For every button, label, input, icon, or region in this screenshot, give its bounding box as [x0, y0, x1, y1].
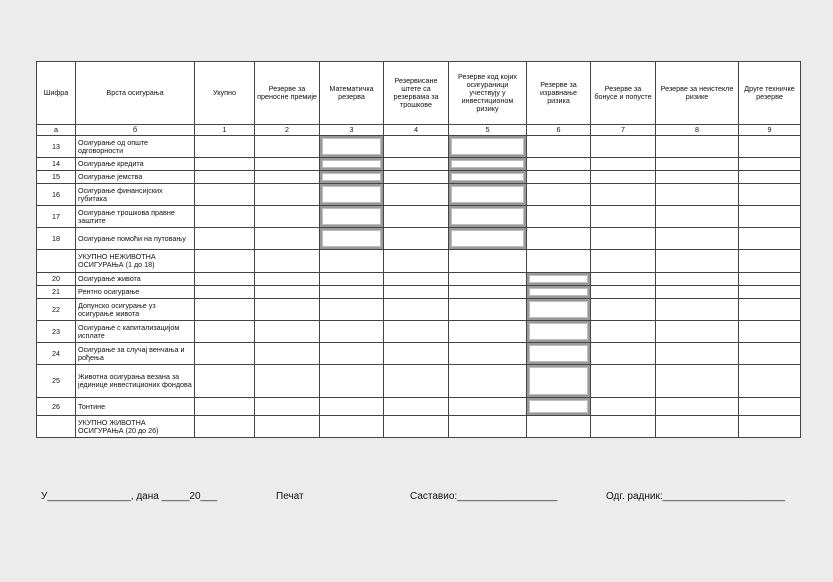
value-cell [195, 398, 255, 416]
row-code: 18 [37, 228, 76, 250]
value-cell [656, 343, 739, 365]
value-cell [656, 299, 739, 321]
header-code: Шифра [37, 62, 76, 125]
shaded-cell [527, 299, 591, 321]
shaded-cell [449, 184, 527, 206]
value-cell [195, 416, 255, 438]
value-cell [255, 206, 320, 228]
table-row [37, 206, 801, 228]
table-row [37, 228, 801, 250]
value-cell [656, 250, 739, 273]
value-cell [195, 286, 255, 299]
row-code: 13 [37, 136, 76, 158]
row-insurance-type: Осигурање трошкова правне заштите [76, 206, 195, 228]
value-cell [384, 398, 449, 416]
shaded-cell [449, 158, 527, 171]
table-row [37, 136, 801, 158]
header-claims-reserve: Резервисане штете са резервама за трошкове [384, 62, 449, 125]
value-cell [739, 365, 801, 398]
shaded-cell [449, 171, 527, 184]
value-cell [449, 343, 527, 365]
value-cell [656, 286, 739, 299]
row-insurance-type: Осигурање од опште одговорности [76, 136, 195, 158]
column-index-row [37, 125, 801, 136]
value-cell [320, 416, 384, 438]
value-cell [739, 398, 801, 416]
table-row [37, 171, 801, 184]
column-index: 5 [449, 125, 527, 136]
row-code [37, 250, 76, 273]
value-cell [320, 250, 384, 273]
table-row [37, 273, 801, 286]
value-cell [384, 299, 449, 321]
value-cell [739, 136, 801, 158]
row-insurance-type: Рентно осигурање [76, 286, 195, 299]
value-cell [656, 365, 739, 398]
value-cell [591, 273, 656, 286]
value-cell [384, 321, 449, 343]
row-code: 26 [37, 398, 76, 416]
column-index: 1 [195, 125, 255, 136]
row-code: 25 [37, 365, 76, 398]
value-cell [255, 299, 320, 321]
row-code [37, 416, 76, 438]
value-cell [384, 136, 449, 158]
value-cell [591, 136, 656, 158]
value-cell [739, 286, 801, 299]
table-row [37, 343, 801, 365]
table-row [37, 286, 801, 299]
value-cell [449, 365, 527, 398]
value-cell [591, 171, 656, 184]
value-cell [739, 184, 801, 206]
value-cell [449, 286, 527, 299]
footer-stamp: Печат [276, 491, 304, 502]
value-cell [656, 206, 739, 228]
row-insurance-type: Осигурање за случај венчања и рођења [76, 343, 195, 365]
table-row [37, 299, 801, 321]
row-code: 17 [37, 206, 76, 228]
shaded-cell [527, 286, 591, 299]
row-insurance-type: Осигурање помоћи на путовању [76, 228, 195, 250]
value-cell [527, 136, 591, 158]
value-cell [384, 171, 449, 184]
value-cell [255, 250, 320, 273]
table-row [37, 398, 801, 416]
value-cell [384, 286, 449, 299]
header-unexpired-risk-reserve: Резерве за неистекле ризике [656, 62, 739, 125]
insurance-reserves-table [36, 61, 801, 438]
row-code: 16 [37, 184, 76, 206]
table-row [37, 416, 801, 438]
value-cell [320, 343, 384, 365]
row-insurance-type: Осигурање кредита [76, 158, 195, 171]
value-cell [195, 136, 255, 158]
table-row [37, 365, 801, 398]
header-investment-risk-reserve: Резерве код којих осигураници учествују у инвестиционом ризику [449, 62, 527, 125]
footer-place-date: У_______________, дана _____20___ [41, 491, 218, 502]
value-cell [384, 250, 449, 273]
value-cell [591, 416, 656, 438]
value-cell [656, 158, 739, 171]
column-index: 8 [656, 125, 739, 136]
row-code: 21 [37, 286, 76, 299]
header-row [37, 62, 801, 125]
footer-responsible-person: Одг. радник:______________________ [606, 491, 785, 502]
value-cell [739, 343, 801, 365]
value-cell [739, 299, 801, 321]
value-cell [656, 228, 739, 250]
row-code: 22 [37, 299, 76, 321]
value-cell [449, 299, 527, 321]
value-cell [195, 228, 255, 250]
row-code: 20 [37, 273, 76, 286]
value-cell [255, 398, 320, 416]
value-cell [195, 299, 255, 321]
value-cell [656, 398, 739, 416]
value-cell [739, 158, 801, 171]
value-cell [449, 398, 527, 416]
shaded-cell [320, 184, 384, 206]
value-cell [195, 273, 255, 286]
value-cell [591, 206, 656, 228]
shaded-cell [320, 136, 384, 158]
column-index: б [76, 125, 195, 136]
value-cell [320, 398, 384, 416]
value-cell [320, 365, 384, 398]
value-cell [656, 171, 739, 184]
column-index: 6 [527, 125, 591, 136]
value-cell [195, 250, 255, 273]
table-row [37, 321, 801, 343]
header-other-reserves: Друге техничке резерве [739, 62, 801, 125]
value-cell [255, 273, 320, 286]
row-code: 15 [37, 171, 76, 184]
header-unearned-premium: Резерве за преносне премије [255, 62, 320, 125]
value-cell [384, 158, 449, 171]
value-cell [739, 206, 801, 228]
value-cell [384, 343, 449, 365]
value-cell [384, 228, 449, 250]
row-insurance-type: Допунско осигурање уз осигурање живота [76, 299, 195, 321]
value-cell [527, 158, 591, 171]
footer-compiled-by: Саставио:__________________ [410, 491, 558, 502]
value-cell [591, 365, 656, 398]
value-cell [384, 273, 449, 286]
value-cell [449, 250, 527, 273]
shaded-cell [527, 343, 591, 365]
value-cell [739, 228, 801, 250]
column-index: 9 [739, 125, 801, 136]
value-cell [656, 416, 739, 438]
shaded-cell [527, 365, 591, 398]
value-cell [195, 343, 255, 365]
value-cell [255, 171, 320, 184]
value-cell [320, 299, 384, 321]
shaded-cell [449, 136, 527, 158]
value-cell [656, 136, 739, 158]
value-cell [739, 273, 801, 286]
value-cell [527, 206, 591, 228]
column-index: 3 [320, 125, 384, 136]
shaded-cell [320, 171, 384, 184]
value-cell [195, 365, 255, 398]
value-cell [449, 273, 527, 286]
value-cell [527, 228, 591, 250]
shaded-cell [449, 206, 527, 228]
value-cell [255, 136, 320, 158]
value-cell [656, 273, 739, 286]
value-cell [320, 273, 384, 286]
shaded-cell [320, 206, 384, 228]
value-cell [739, 171, 801, 184]
value-cell [195, 321, 255, 343]
shaded-cell [449, 228, 527, 250]
value-cell [195, 184, 255, 206]
value-cell [195, 158, 255, 171]
value-cell [320, 321, 384, 343]
table-row [37, 250, 801, 273]
shaded-cell [527, 273, 591, 286]
value-cell [320, 286, 384, 299]
shaded-cell [320, 158, 384, 171]
value-cell [591, 299, 656, 321]
value-cell [591, 398, 656, 416]
value-cell [591, 321, 656, 343]
header-equalization-reserve: Резерве за изравнање ризика [527, 62, 591, 125]
value-cell [527, 250, 591, 273]
row-insurance-type: Тонтине [76, 398, 195, 416]
header-bonus-reserve: Резерве за бонусе и попусте [591, 62, 656, 125]
value-cell [739, 416, 801, 438]
row-insurance-type: Животна осигурања везана за јединице инвестиционих фондова [76, 365, 195, 398]
value-cell [255, 321, 320, 343]
value-cell [255, 365, 320, 398]
value-cell [739, 321, 801, 343]
row-insurance-type: УКУПНО ЖИВОТНА ОСИГУРАЊА (20 до 26) [76, 416, 195, 438]
value-cell [591, 228, 656, 250]
shaded-cell [320, 228, 384, 250]
value-cell [527, 171, 591, 184]
header-total: Укупно [195, 62, 255, 125]
value-cell [384, 365, 449, 398]
value-cell [591, 158, 656, 171]
column-index: 4 [384, 125, 449, 136]
row-code: 24 [37, 343, 76, 365]
shaded-cell [527, 398, 591, 416]
header-insurance-type: Врста осигурања [76, 62, 195, 125]
value-cell [255, 228, 320, 250]
shaded-cell [527, 321, 591, 343]
value-cell [255, 184, 320, 206]
value-cell [591, 343, 656, 365]
value-cell [656, 321, 739, 343]
value-cell [449, 416, 527, 438]
value-cell [591, 184, 656, 206]
value-cell [384, 184, 449, 206]
table-row [37, 184, 801, 206]
value-cell [195, 206, 255, 228]
header-mathematical-reserve: Математичка резерва [320, 62, 384, 125]
row-insurance-type: Осигурање јемства [76, 171, 195, 184]
row-code: 23 [37, 321, 76, 343]
value-cell [384, 206, 449, 228]
value-cell [527, 416, 591, 438]
row-code: 14 [37, 158, 76, 171]
value-cell [384, 416, 449, 438]
table-row [37, 158, 801, 171]
column-index: а [37, 125, 76, 136]
value-cell [255, 286, 320, 299]
column-index: 2 [255, 125, 320, 136]
column-index: 7 [591, 125, 656, 136]
value-cell [255, 343, 320, 365]
row-insurance-type: Осигурање с капитализацијом исплате [76, 321, 195, 343]
value-cell [255, 158, 320, 171]
value-cell [739, 250, 801, 273]
value-cell [255, 416, 320, 438]
row-insurance-type: Осигурање финансијских губитака [76, 184, 195, 206]
value-cell [656, 184, 739, 206]
value-cell [591, 250, 656, 273]
value-cell [591, 286, 656, 299]
row-insurance-type: УКУПНО НЕЖИВОТНА ОСИГУРАЊА (1 до 18) [76, 250, 195, 273]
value-cell [527, 184, 591, 206]
value-cell [195, 171, 255, 184]
row-insurance-type: Осигурање живота [76, 273, 195, 286]
value-cell [449, 321, 527, 343]
